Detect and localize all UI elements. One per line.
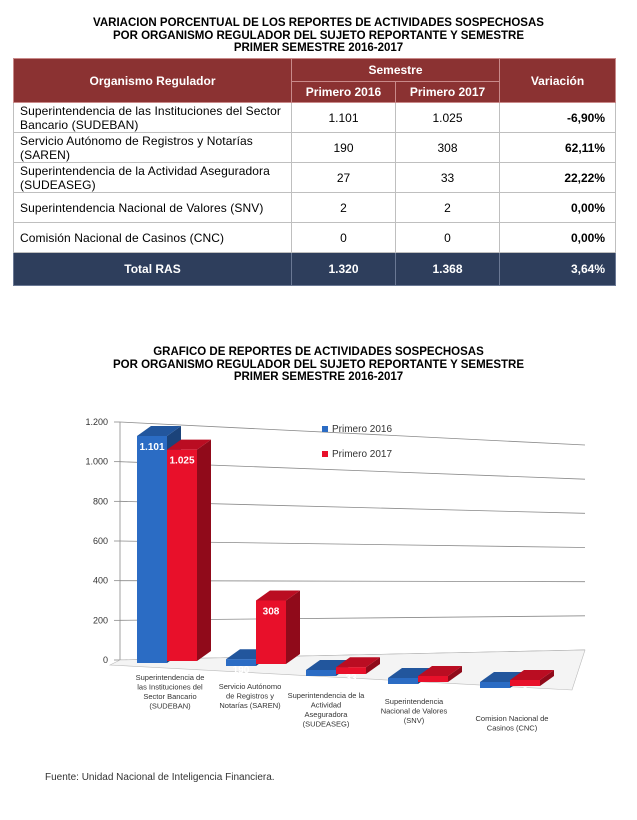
category-label [476,714,549,733]
value-2017-cell: 2 [396,193,500,223]
data-label: 33 [345,673,357,685]
data-label: 2 [430,682,436,693]
header-primero-2017: Primero 2017 [396,82,500,103]
y-tick-label: 1.200 [85,417,108,427]
value-2017-cell: 0 [396,223,500,253]
y-tick-label: 1.000 [85,456,108,467]
category-label-line: (SUDEASEG) [302,719,350,729]
ras-table [13,58,616,286]
category-label-line: Comision Nacional de [475,714,549,723]
organismo-cell: Superintendencia de las Instituciones del Sector Bancario (SUDEBAN) [14,103,292,133]
total-2017: 1.368 [396,253,500,286]
header-semestre: Semestre [292,59,500,82]
chart-title [0,346,637,384]
bar [167,450,197,661]
value-2016-cell: 190 [292,133,396,163]
header-variacion: Variación [500,59,616,103]
organismo-cell: Servicio Autónomo de Registros y Notarías (SAREN) [14,133,292,163]
value-2017-cell: 1.025 [396,103,500,133]
variacion-cell: 22,22% [500,163,616,193]
variacion-cell: 0,00% [500,223,616,253]
y-tick-label: 600 [92,536,108,546]
header-primero-2016: Primero 2016 [292,82,396,103]
table-title [0,17,637,55]
bar-chart [0,400,637,755]
value-2016-cell: 1.101 [292,103,396,133]
category-label-line: Sector Bancario [143,692,197,701]
category-label-line: (SNV) [403,716,425,725]
value-2017-cell: 33 [396,163,500,193]
category-label-line: Nacional de Valores [380,706,448,716]
y-tick-label: 800 [92,496,108,507]
value-2017-cell: 308 [396,133,500,163]
chart-title-line: POR ORGANISMO REGULADOR DEL SUJETO REPORTANTE Y SEMESTRE [112,358,525,371]
data-label: 308 [262,606,280,618]
organismo-cell: Superintendencia de la Actividad Aseguradora (SUDEASEG) [14,163,292,193]
table-row [14,103,616,133]
table-row [14,163,616,193]
table-row [14,193,616,223]
value-2016-cell: 27 [292,163,396,193]
category-label [381,697,448,725]
table-title-line: PRIMER SEMESTRE 2016-2017 [233,42,404,54]
y-tick-label: 200 [92,615,108,626]
legend-swatch [322,426,328,432]
legend-label: Primero 2017 [332,449,393,460]
data-label: 190 [232,665,250,677]
category-label-line: (SUDEBAN) [149,701,191,711]
category-label-line: Actividad [310,700,342,710]
total-2016: 1.320 [292,253,396,286]
category-label-line: Superintendencia [384,697,444,706]
table-row [14,223,616,253]
category-label [219,682,282,710]
table-title-line: VARIACION PORCENTUAL DE LOS REPORTES DE ACTIVIDADES SOSPECHOSAS [93,17,544,29]
category-label-line: Aseguradora [304,710,348,719]
category-label-line: Servicio Autónomo [218,682,282,691]
category-label [136,673,205,711]
value-2016-cell: 0 [292,223,396,253]
organismo-cell: Comisión Nacional de Casinos (CNC) [14,223,292,253]
variacion-cell: -6,90% [500,103,616,133]
category-label-line: Superintendencia de [135,673,205,682]
data-label: 1.025 [169,455,195,467]
y-tick-label: 0 [102,655,108,665]
category-label [288,691,366,729]
table-title-line: POR ORGANISMO REGULADOR DEL SUJETO REPORTANTE Y SEMESTRE [112,29,525,42]
data-label: 1.101 [139,442,165,453]
variacion-cell: 62,11% [500,133,616,163]
category-label-line: las Instituciones del [137,682,203,692]
data-label: 27 [315,676,327,687]
chart-title-line: PRIMER SEMESTRE 2016-2017 [233,371,404,383]
total-variacion: 3,64% [500,253,616,286]
bar [137,436,167,663]
chart-title-line: GRAFICO DE REPORTES DE ACTIVIDADES SOSPECHOSAS [153,346,484,358]
value-2016-cell: 2 [292,193,396,223]
category-label-line: de Registros y [226,691,274,701]
category-label-line: Notarías (SAREN) [219,701,281,710]
category-label-line: Casinos (CNC) [486,723,538,733]
y-tick-label: 400 [92,575,108,586]
data-label: 2 [400,684,406,695]
data-label: 0 [492,688,498,699]
bar-side [286,590,300,664]
total-row [14,253,616,286]
legend-label: Primero 2016 [332,424,393,435]
legend-swatch [322,451,328,457]
header-organismo: Organismo Regulador [14,59,292,103]
organismo-cell: Superintendencia Nacional de Valores (SNV) [14,193,292,223]
variacion-cell: 0,00% [500,193,616,223]
table-row [14,133,616,163]
bar-side [197,440,211,661]
total-label: Total RAS [14,253,292,286]
source-note: Fuente: Unidad Nacional de Inteligencia Financiera. [45,772,275,783]
data-label: 0 [522,686,528,697]
category-label-line: Superintendencia de la [287,691,365,700]
